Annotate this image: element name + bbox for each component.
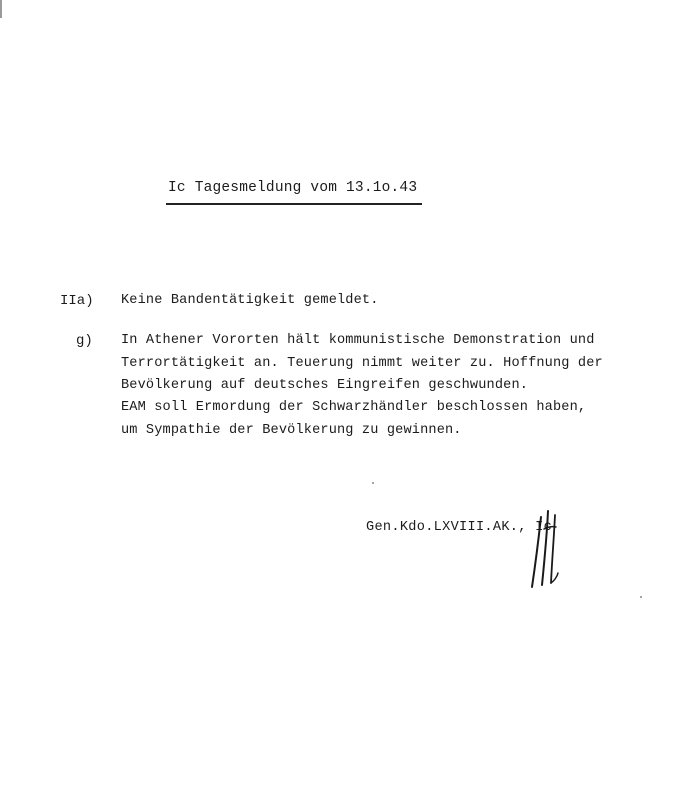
section-g-line: um Sympathie der Bevölkerung zu gewinnen. — [121, 423, 462, 438]
section-label-g: g) — [76, 333, 93, 349]
handwritten-signature-icon — [524, 505, 574, 595]
section-g-line: Bevölkerung auf deutsches Eingreifen geschwunden. — [121, 378, 529, 393]
section-g-line: EAM soll Ermordung der Schwarzhändler beschlossen haben, — [121, 400, 587, 415]
document-title: Ic Tagesmeldung vom 13.1o.43 — [168, 180, 418, 196]
section-iia-line: Keine Bandentätigkeit gemeldet. — [121, 293, 379, 308]
title-underline — [166, 203, 422, 205]
paper-speck — [372, 482, 374, 484]
section-label-iia: IIa) — [60, 293, 94, 309]
scan-edge-mark — [0, 0, 2, 18]
section-g-line: In Athener Vororten hält kommunistische Demonstration und — [121, 333, 595, 348]
signature-text: Gen.Kdo.LXVIII.AK., Ic — [366, 520, 553, 535]
section-g-line: Terrortätigkeit an. Teuerung nimmt weiter zu. Hoffnung der — [121, 356, 603, 371]
paper-speck — [640, 596, 642, 598]
